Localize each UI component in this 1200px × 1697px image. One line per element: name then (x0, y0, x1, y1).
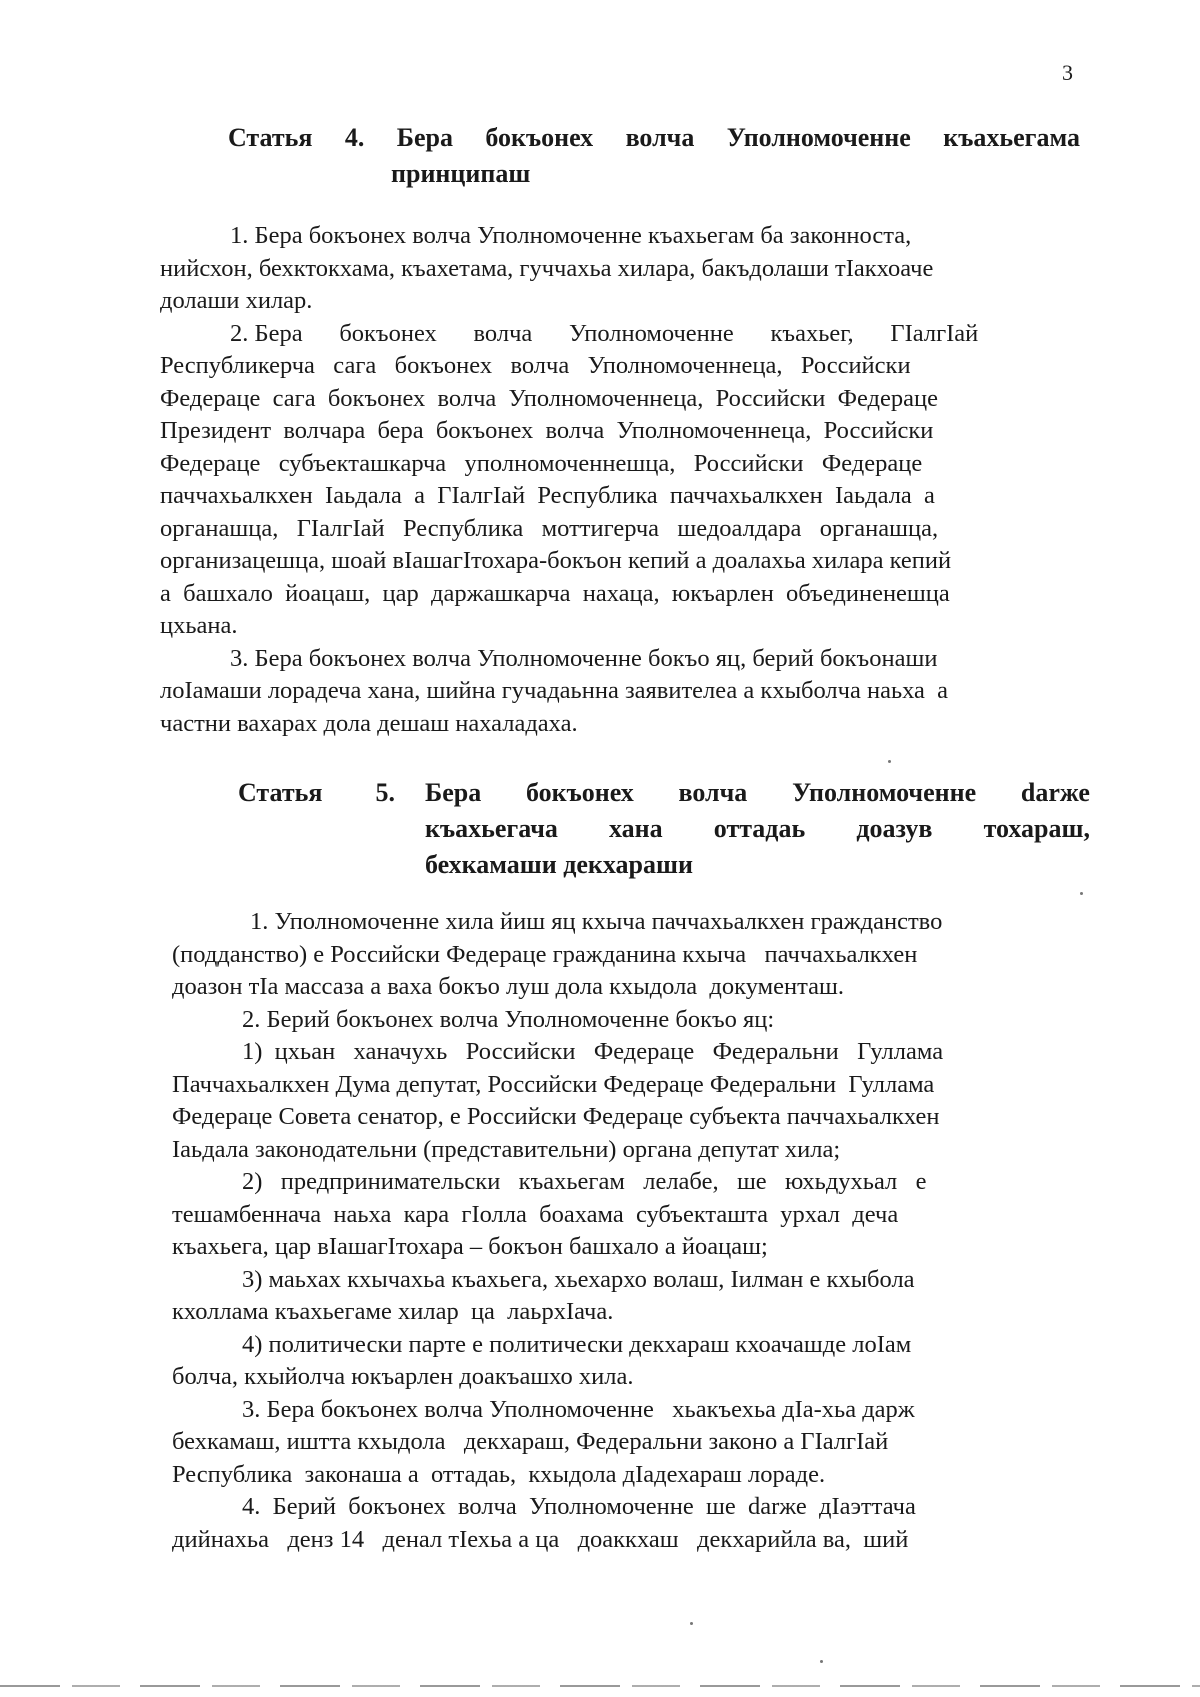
scan-speck (690, 1622, 693, 1625)
article-5-title-line-2 (425, 811, 1090, 847)
heading-word: Бера (396, 123, 453, 152)
article-5-heading (238, 775, 1090, 883)
page-number: 3 (1062, 60, 1073, 85)
article-5-label (238, 775, 425, 883)
text-line: Федераце субъекташкарча уполномоченнешца, Российски Федераце (160, 449, 923, 477)
text-line: лоIамаши лорадеча хана, шийна гучадаьнна заявителеа а кхыболча наьха а (160, 677, 949, 704)
article-4-heading-line-2: принципаш (391, 159, 531, 188)
article-5-body (172, 906, 1096, 1556)
heading-word: тохараш, (983, 814, 1090, 843)
text-line: органашца, ГIалгIай Республика моттигерча шедоалдара органашца, (160, 514, 939, 542)
text-line: 3. Бера бокъонех волча Уполномоченне хьакъехьа дIа-хьа дарж (242, 1395, 915, 1423)
article-4-body (160, 220, 1084, 740)
heading-word: 4. (344, 123, 365, 152)
article-5-title-line-3: бехкамаши декхараши (425, 850, 693, 879)
heading-word: оттадаь (713, 814, 806, 843)
text-line: а башхало йоацаш, цар даржашкарча нахаца, юкъарлен объединенешца (160, 579, 950, 607)
text-line: кхоллама къахьегаме хилар ца лаьрхIача. (172, 1298, 614, 1325)
text-line: къахьега, цар вIашагIтохара – бокъон башхало а йоацаш; (172, 1233, 768, 1260)
text-line: долаши хилар. (160, 287, 313, 314)
text-line: (подданство) е Российски Федераце гражданина кхыча паччахьалкхен (172, 940, 918, 968)
article-4-heading-line-1 (228, 120, 1080, 156)
heading-word: Бера (425, 778, 482, 807)
text-line: паччахьалкхен Iаьдала а ГIалгIай Республика паччахьалкхен Iаьдала а (160, 482, 935, 509)
heading-word: къахьегача (425, 814, 558, 843)
text-line: Федераце сага бокъонех волча Уполномоченнеца, Российски Федераце (160, 384, 938, 412)
text-line: 3) маьхах кхычахьа къахьега, хьехархо волаш, Iилман е кхыбола (242, 1265, 915, 1293)
text-line: доазон тIа массаза а ваха бокъо луш дола кхыдола документаш. (172, 973, 844, 1000)
scan-speck (820, 1660, 823, 1663)
text-line: организацешца, шоай вIашагIтохара-бокъон кепий а доалахьа хилара кепий (160, 547, 952, 574)
article-label-word: Статья (238, 778, 323, 807)
article-5-title-line-1 (425, 775, 1090, 811)
scan-edge-line (0, 1685, 1200, 1687)
text-line: цхьана. (160, 612, 238, 639)
scan-speck (888, 760, 891, 763)
text-line: тешамбеннача наьха кара гIолла боахама субъекташта урхал деча (172, 1200, 899, 1228)
heading-word: darже (1020, 778, 1090, 807)
text-line: Паччахьалкхен Дума депутат, Российски Федераце Федеральни Гуллама (172, 1070, 935, 1098)
text-line: 3. Бера бокъонех волча Уполномоченне бокъо яц, берий бокъонаши (230, 644, 938, 672)
heading-word: хана (609, 814, 663, 843)
article-label-number: 5. (375, 778, 395, 807)
text-line: Республика законаша а оттадаь, кхыдола дIадехараш лораде. (172, 1460, 826, 1488)
text-line: нийсхон, бехктокхама, къахетама, гуччахьа хилара, бакъдолаши тIакхоаче (160, 254, 934, 282)
heading-word: бокъонех (485, 123, 594, 152)
text-line: Iаьдала законодательни (представительни) органа депутат хила; (172, 1135, 841, 1163)
text-line: 1. Уполномоченне хила йиш яц кхыча паччахьалкхен гражданство (250, 908, 943, 935)
heading-word: Уполномоченне (726, 123, 911, 152)
text-line: частни вахарах дола дешаш нахаладаха. (160, 709, 578, 737)
heading-word: волча (625, 123, 695, 152)
text-line: 4) политически парте е политически декхараш кхоачашде лоIам (242, 1330, 912, 1358)
heading-word: бокъонех (525, 778, 634, 807)
text-line: 2) предпринимательски къахьегам лелабе, ше юхьдухьал е (242, 1168, 927, 1195)
article-5-title (425, 775, 1090, 883)
scan-speck (1080, 892, 1083, 895)
heading-word: Статья (228, 123, 313, 152)
text-line: болча, кхыйолча юкъарлен доакъашхо хила. (172, 1363, 634, 1390)
article-4-heading (228, 120, 1080, 192)
heading-word: волча (678, 778, 748, 807)
heading-word: доазув (856, 814, 933, 843)
text-line: 4. Берий бокъонех волча Уполномоченне ше darже дIаэттача (242, 1493, 916, 1520)
text-line: 2. Бера бокъонех волча Уполномоченне къахьег, ГIалгIай (230, 319, 979, 347)
text-line: Федераце Совета сенатор, е Российски Федераце субъекта паччахьалкхен (172, 1103, 940, 1130)
text-line: Республикерча сага бокъонех волча Уполномоченнеца, Российски (160, 352, 911, 379)
text-line: Президент волчара бера бокъонех волча Уполномоченнеца, Российски (160, 417, 934, 444)
text-line: бехкамаш, иштта кхыдола декхараш, Федеральни законо а ГIалгIай (172, 1428, 889, 1455)
text-line: 1. Бера бокъонех волча Уполномоченне къахьегам ба законноста, (230, 222, 912, 249)
heading-word: Уполномоченне (792, 778, 977, 807)
text-line: 2. Берий бокъонех волча Уполномоченне бокъо яц: (242, 1005, 775, 1033)
text-line: дийнахьа денз 14 денал тIехьа а ца доаккхаш декхарийла ва, ший (172, 1525, 909, 1553)
text-line: 1) цхьан ханачухь Российски Федераце Федеральни Гуллама (242, 1038, 944, 1065)
heading-word: къахьегама (943, 123, 1080, 152)
